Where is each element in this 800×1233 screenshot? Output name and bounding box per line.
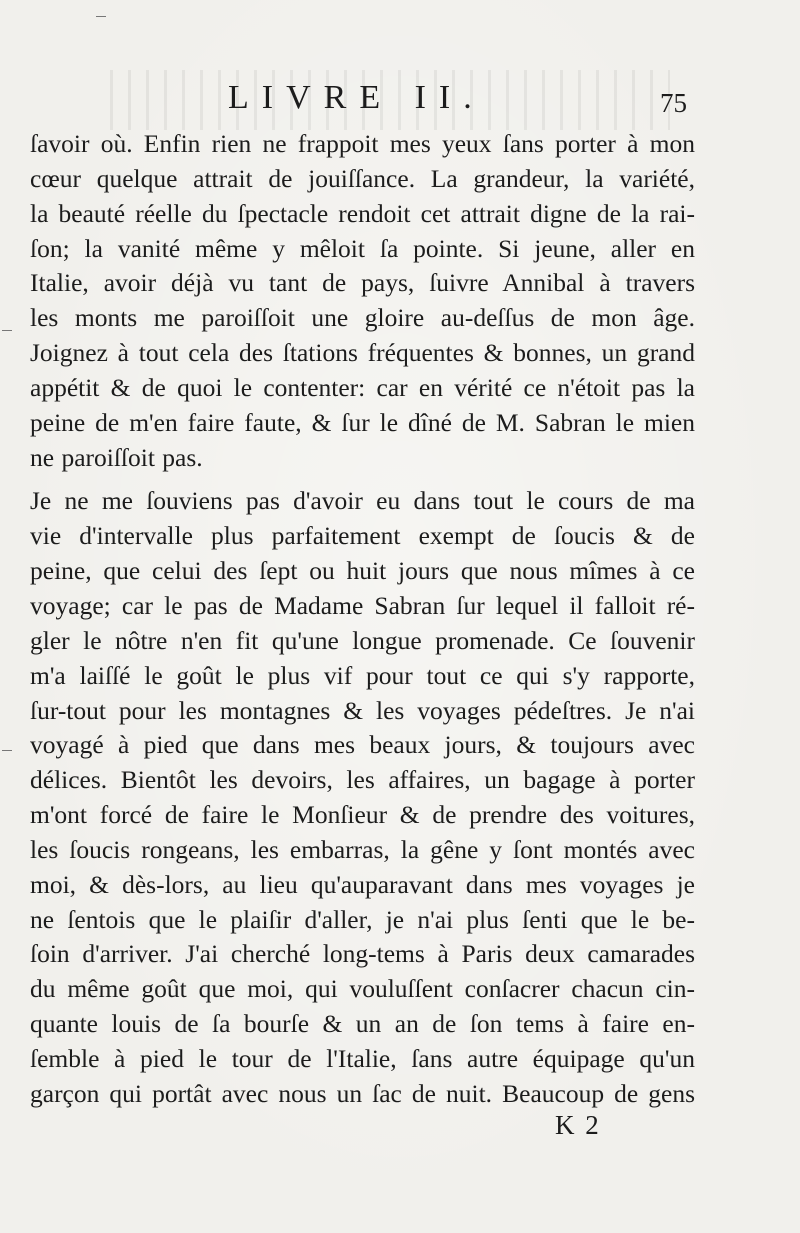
text-line: cœur quelque attrait de jouiſſance. La grandeur, la variété, bbox=[30, 163, 695, 193]
text-line: délices. Bientôt les devoirs, les affaires, un bagage à porter bbox=[30, 765, 695, 795]
text-line: la beauté réelle du ſpectacle rendoit cet attrait digne de la rai- bbox=[30, 198, 695, 228]
paragraph-break bbox=[30, 475, 695, 484]
text-line: m'a laiſſé le goût le plus vif pour tout ce qui s'y rapporte, bbox=[30, 660, 695, 690]
page-header bbox=[0, 76, 800, 120]
text-line: vie d'intervalle plus parfaitement exempt de ſoucis & de bbox=[30, 521, 695, 551]
text-line: ſavoir où. Enfin rien ne frappoit mes yeux ſans porter à mon bbox=[30, 129, 695, 158]
text-line: garçon qui portât avec nous un ſac de nuit. Beaucoup de gens bbox=[30, 1078, 695, 1108]
signature-mark: K 2 bbox=[555, 1110, 601, 1140]
text-line: ne ſentois que le plaiſir d'aller, je n'ai plus ſenti que le be- bbox=[30, 904, 695, 934]
text-line: voyage; car le pas de Madame Sabran ſur lequel il falloit ré- bbox=[30, 590, 695, 620]
text-line: moi, & dès-lors, au lieu qu'auparavant dans mes voyages je bbox=[30, 869, 695, 899]
running-title: LIVRE II. bbox=[228, 79, 485, 116]
text-line: voyagé à pied que dans mes beaux jours, & toujours avec bbox=[30, 730, 695, 760]
text-line: ne paroiſſoit pas. bbox=[30, 442, 203, 472]
text-line: quante louis de ſa bourſe & un an de ſon tems à faire en- bbox=[30, 1009, 695, 1039]
margin-tick bbox=[2, 750, 12, 751]
text-line: m'ont forcé de faire le Monſieur & de prendre des voitures, bbox=[30, 800, 695, 830]
text-line: du même goût que moi, qui vouluſſent conſacrer chacun cin- bbox=[30, 974, 695, 1004]
text-line: les ſoucis rongeans, les embarras, la gêne y ſont montés avec bbox=[30, 834, 695, 864]
page-number: 75 bbox=[660, 88, 687, 118]
text-line: les monts me paroiſſoit une gloire au-deſſus de mon âge. bbox=[30, 303, 695, 333]
text-line: ſur-tout pour les montagnes & les voyages pédeſtres. Je n'ai bbox=[30, 695, 695, 725]
text-line: Joignez à tout cela des ſtations fréquentes & bonnes, un grand bbox=[30, 338, 695, 368]
text-line: peine de m'en faire faute, & ſur le dîné de M. Sabran le mien bbox=[30, 407, 695, 437]
text-line: ſemble à pied le tour de l'Italie, ſans autre équipage qu'un bbox=[30, 1043, 695, 1073]
margin-tick bbox=[2, 330, 12, 331]
text-line: Je ne me ſouviens pas d'avoir eu dans tout le cours de ma bbox=[30, 486, 695, 516]
text-line: gler le nôtre n'en fit qu'une longue promenade. Ce ſouvenir bbox=[30, 625, 695, 655]
text-line: peine, que celui des ſept ou huit jours que nous mîmes à ce bbox=[30, 556, 695, 586]
text-line: Italie, avoir déjà vu tant de pays, ſuivre Annibal à travers bbox=[30, 268, 695, 298]
text-line: appétit & de quoi le contenter: car en vérité ce n'étoit pas la bbox=[30, 372, 695, 402]
margin-tick bbox=[96, 16, 106, 17]
body-text bbox=[30, 127, 695, 1112]
text-line: ſon; la vanité même y mêloit ſa pointe. Si jeune, aller en bbox=[30, 233, 695, 263]
text-line: ſoin d'arriver. J'ai cherché long-tems à Paris deux camarades bbox=[30, 939, 695, 969]
